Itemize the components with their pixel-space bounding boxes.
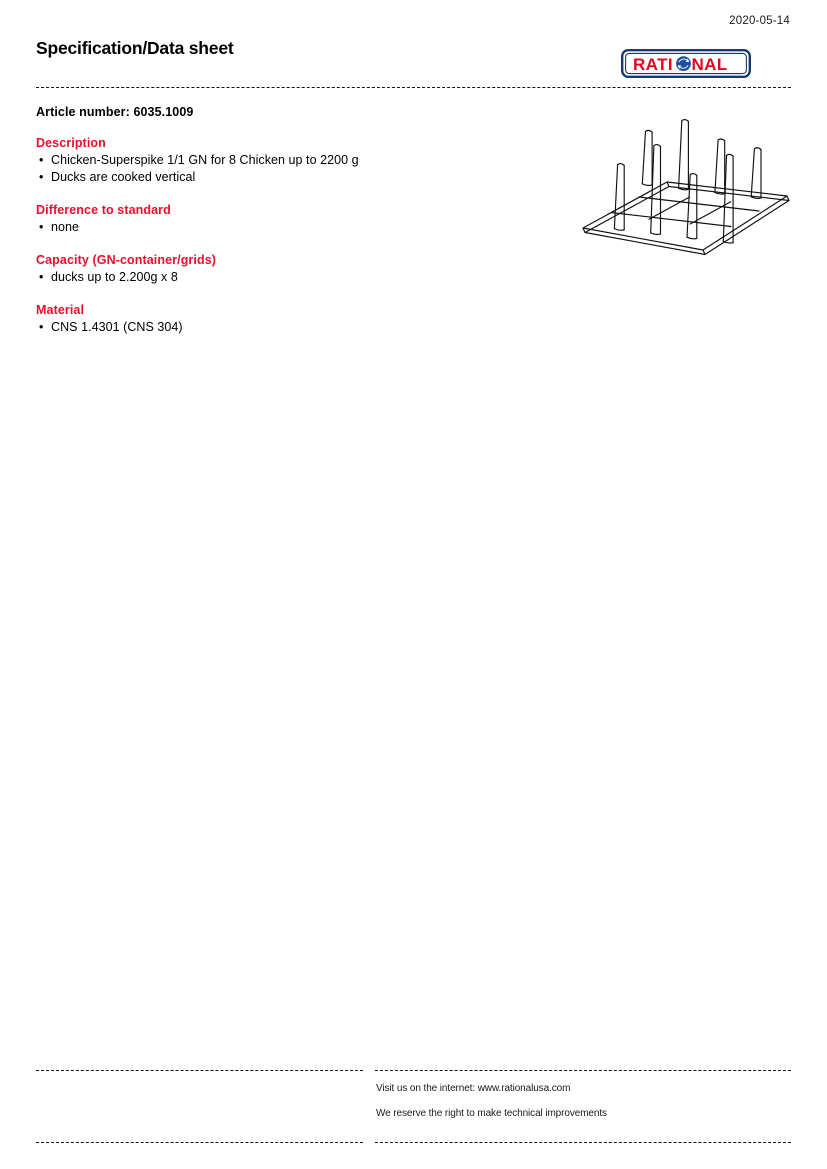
- list-item-text: Chicken-Superspike 1/1 GN for 8 Chicken up to 2200 g: [51, 153, 359, 167]
- bullet-icon: •: [39, 320, 44, 334]
- spike: [679, 120, 689, 190]
- bullet-icon: •: [39, 153, 44, 167]
- section-bullet-list: [36, 219, 516, 236]
- globe-swirl-icon: [676, 56, 691, 71]
- bullet-icon: •: [39, 220, 44, 234]
- section-heading: Description: [36, 136, 106, 150]
- document-date: 2020-05-14: [729, 15, 790, 27]
- spike: [751, 148, 761, 199]
- footer-website-line: Visit us on the internet: www.rationalusa.com: [376, 1083, 571, 1094]
- header-divider: [36, 87, 791, 88]
- bullet-icon: •: [39, 170, 44, 184]
- chicken-superspike-rack-drawing: [575, 100, 795, 272]
- footer-divider-bottom: [375, 1142, 791, 1143]
- footer-disclaimer-line: We reserve the right to make technical improvements: [376, 1108, 607, 1119]
- section-heading: Material: [36, 303, 85, 317]
- svg-text:NAL: NAL: [691, 55, 728, 75]
- footer-left-column: [36, 1063, 363, 1149]
- list-item: [36, 152, 516, 169]
- section-difference-to-standard: [36, 203, 516, 236]
- list-item-text: CNS 1.4301 (CNS 304): [51, 320, 183, 334]
- spike: [642, 130, 652, 185]
- svg-text:RATI: RATI: [633, 55, 673, 75]
- section-description: [36, 136, 516, 186]
- list-item-text: none: [51, 220, 80, 234]
- section-material: [36, 303, 516, 336]
- page-footer: [36, 1063, 791, 1149]
- footer-divider-bottom: [36, 1142, 363, 1143]
- page-title: Specification/Data sheet: [36, 38, 234, 58]
- list-item-text: Ducks are cooked vertical: [51, 170, 196, 184]
- footer-divider-top: [36, 1070, 363, 1071]
- main-content: [36, 105, 516, 336]
- section-bullet-list: [36, 319, 516, 336]
- spike: [614, 164, 624, 231]
- section-bullet-list: [36, 152, 516, 186]
- footer-divider-top: [375, 1070, 791, 1071]
- section-bullet-list: [36, 269, 516, 286]
- article-number: Article number: 6035.1009: [36, 105, 194, 119]
- list-item: [36, 319, 516, 336]
- footer-right-column: [375, 1063, 791, 1149]
- list-item: [36, 169, 516, 186]
- section-heading: Difference to standard: [36, 203, 171, 217]
- list-item: [36, 219, 516, 236]
- bullet-icon: •: [39, 270, 44, 284]
- rational-logo: [621, 49, 751, 78]
- section-heading: Capacity (GN-container/grids): [36, 253, 217, 267]
- section-capacity: [36, 253, 516, 286]
- spike: [715, 139, 725, 194]
- list-item: [36, 269, 516, 286]
- list-item-text: ducks up to 2.200g x 8: [51, 270, 178, 284]
